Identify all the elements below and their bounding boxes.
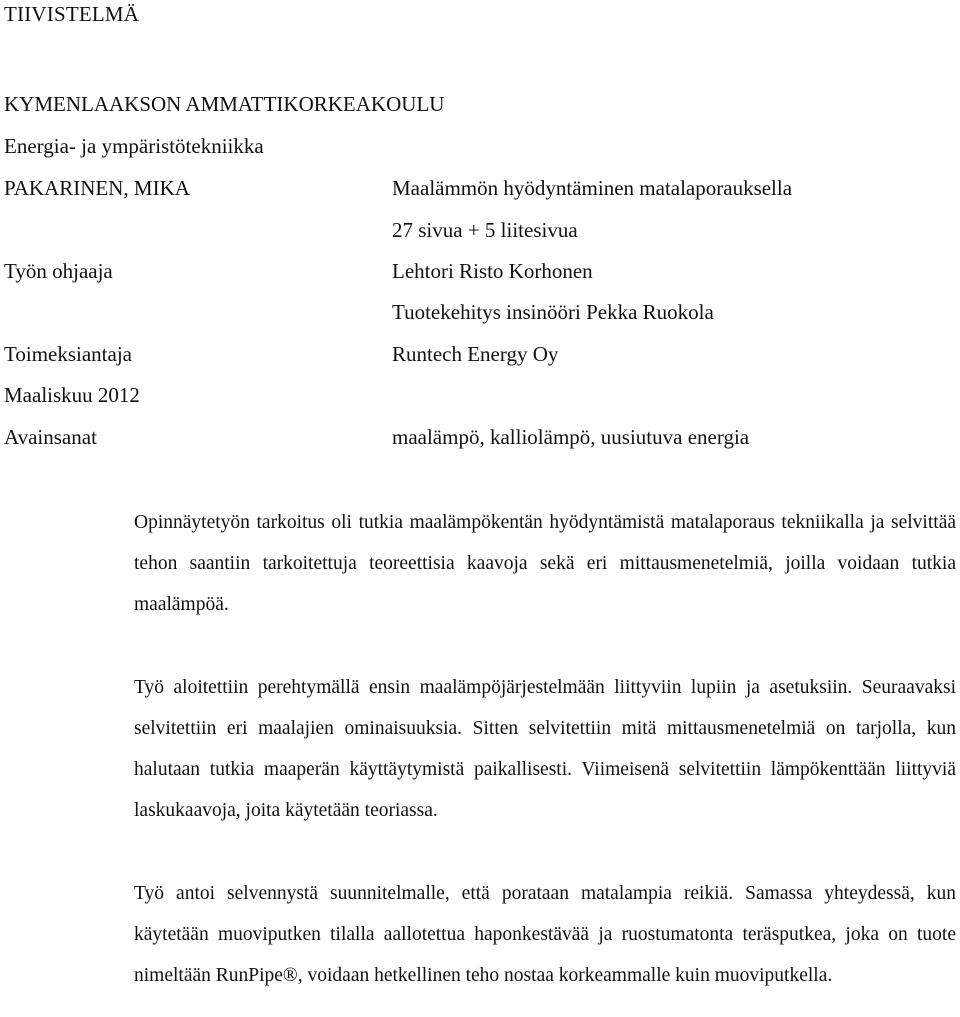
thesis-title: Maalämmön hyödyntäminen matalaporauksella [392,176,793,200]
keywords: maalämpö, kalliolämpö, uusiutuva energia [392,425,750,449]
author-name: PAKARINEN, MIKA [4,176,190,200]
degree-program: Energia- ja ympäristötekniikka [4,134,264,158]
abstract-paragraph: Työ aloitettiin perehtymällä ensin maalämpöjärjestelmään liittyviin lupiin ja asetuksiin. Seuraavaksi selvitettiin eri maalajien ominaisuuksia. Sitten selvitettiin mitä mittausmenetelmiä on tarjolla, kun halutaan tutkia maaperän käyttäytymistä paikallisesti. Viimeisenä selvitettiin lämpökenttään liittyviä laskukaavoja, joita käytetään teoriassa. [134,677,956,821]
page-count: 27 sivua + 5 liitesivua [392,218,578,242]
abstract-paragraph: Opinnäytetyön tarkoitus oli tutkia maalämpökentän hyödyntämistä matalaporaus tekniikalla ja selvittää tehon saantiin tarkoitettuja teoreettisia kaavoja sekä eri mittausmenetelmiä, joilla voidaan tutkia maalämpöä. [134,512,956,615]
supervisor-primary: Lehtori Risto Korhonen [392,259,593,283]
page-heading: TIIVISTELMÄ [4,2,140,26]
abstract-paragraph: Työ antoi selvennystä suunnitelmalle, että porataan matalampia reikiä. Samassa yhteydessä, kun käytetään muoviputken tilalla aallotettua haponkestävää ja ruostumatonta teräsputkea, joka on tuote nimeltään RunPipe®, voidaan hetkellinen teho nostaa korkeammalle kuin muoviputkella. [134,883,956,986]
date: Maaliskuu 2012 [4,383,140,407]
institution: KYMENLAAKSON AMMATTIKORKEAKOULU [4,92,445,116]
commissioner-name: Runtech Energy Oy [392,342,559,366]
supervisor-secondary: Tuotekehitys insinööri Pekka Ruokola [392,300,714,324]
supervisor-label: Työn ohjaaja [4,259,113,283]
commissioner-label: Toimeksiantaja [4,342,132,366]
keywords-label: Avainsanat [4,425,97,449]
abstract-body [134,502,956,996]
